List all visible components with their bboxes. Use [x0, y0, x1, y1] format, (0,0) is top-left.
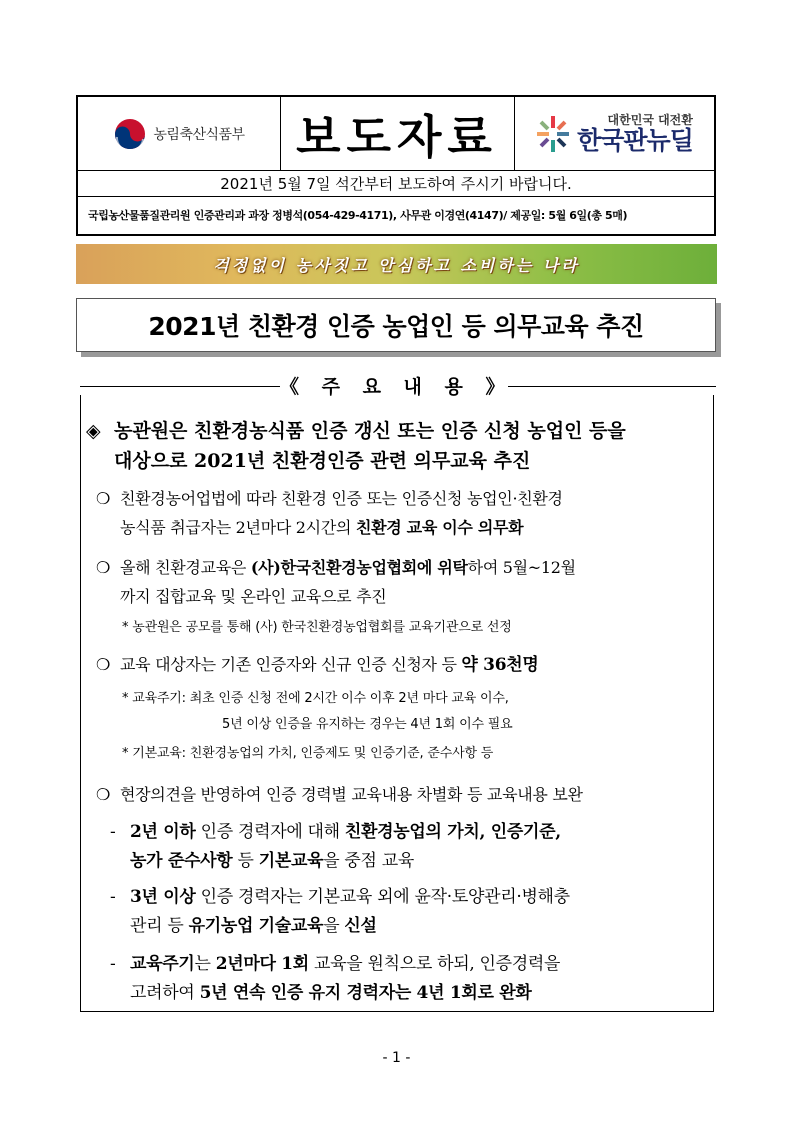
newdeal-burst-icon	[535, 114, 571, 154]
item-line: 교육 대상자는 기존 인증자와 신규 인증 신청자 등 약 36천명	[120, 655, 539, 675]
key-content-rule-left	[80, 386, 280, 387]
sub-line: 농가 준수사항 등 기본교육을 중점 교육	[130, 851, 415, 871]
contact-info: 국립농산물품질관리원 인증관리과 과장 정병석(054-429-4171), 사무관 이경연(4147)/ 제공일: 5월 6일(총 5매)	[88, 209, 628, 222]
circle-bullet-icon: ❍	[96, 558, 111, 577]
dash-bullet: -	[110, 822, 116, 842]
newdeal-tagline: 대한민국 대전환	[607, 113, 693, 127]
ministry-name: 농림축산식품부	[153, 126, 245, 143]
footnote: * 교육주기: 최초 인증 신청 전에 2시간 이수 이후 2년 마다 교육 이수,	[122, 691, 509, 706]
footnote: * 농관원은 공모를 통해 (사) 한국친환경농업협회를 교육기관으로 선정	[122, 620, 512, 635]
dash-bullet: -	[110, 954, 116, 974]
circle-bullet-icon: ❍	[96, 489, 111, 508]
diamond-bullet-icon: ◈	[86, 420, 101, 442]
newdeal-text	[577, 114, 693, 153]
sub-line: 관리 등 유기농업 기술교육을 신설	[130, 916, 377, 936]
header-row-top	[78, 97, 714, 171]
doc-type-title: 보도자료	[280, 97, 515, 170]
circle-bullet-icon: ❍	[96, 785, 111, 804]
lead-line-1: 농관원은 친환경농식품 인증 갱신 또는 인증 신청 농업인 등을	[114, 420, 626, 442]
newdeal-name: 한국판뉴딜	[577, 126, 693, 155]
page-number: - 1 -	[382, 1050, 411, 1066]
key-content-rule-right	[508, 386, 716, 387]
newdeal-logo	[514, 97, 714, 170]
dash-bullet: -	[110, 887, 116, 907]
lead-line-2: 대상으로 2021년 친환경인증 관련 의무교육 추진	[114, 450, 531, 472]
slogan-banner	[76, 244, 717, 284]
item-line: 친환경농어업법에 따라 친환경 인증 또는 인증신청 농업인·친환경	[120, 489, 563, 508]
circle-bullet-icon: ❍	[96, 655, 111, 674]
ministry-logo	[78, 97, 281, 170]
item-line: 까지 집합교육 및 온라인 교육으로 추진	[120, 587, 387, 606]
taegeuk-icon	[113, 117, 147, 151]
item-line: 올해 친환경교육은 (사)한국친환경농업협회에 위탁하여 5월~12월	[120, 558, 576, 577]
footnote: * 기본교육: 친환경농업의 가치, 인증제도 및 인증기준, 준수사항 등	[122, 746, 494, 761]
sub-line: 3년 이상 인증 경력자는 기본교육 외에 윤작·토양관리·병해충	[130, 887, 570, 907]
footnote: 5년 이상 인증을 유지하는 경우는 4년 1회 이수 필요	[222, 717, 513, 732]
header-table	[76, 95, 716, 236]
slogan-text: 걱정없이 농사짓고 안심하고 소비하는 나라	[213, 255, 580, 275]
embargo-notice: 2021년 5월 7일 석간부터 보도하여 주시기 바랍니다.	[78, 170, 714, 197]
press-title: 2021년 친환경 인증 농업인 등 의무교육 추진	[76, 298, 716, 352]
key-content-label: 《 주 요 내 용 》	[280, 376, 513, 398]
sub-line: 2년 이하 인증 경력자에 대해 친환경농업의 가치, 인증기준,	[130, 822, 561, 842]
item-line: 농식품 취급자는 2년마다 2시간의 친환경 교육 이수 의무화	[120, 518, 524, 537]
sub-line: 고려하여 5년 연속 인증 유지 경력자는 4년 1회로 완화	[130, 983, 532, 1003]
item-line: 현장의견을 반영하여 인증 경력별 교육내용 차별화 등 교육내용 보완	[120, 785, 583, 804]
sub-line: 교육주기는 2년마다 1회 교육을 원칙으로 하되, 인증경력을	[130, 954, 561, 974]
